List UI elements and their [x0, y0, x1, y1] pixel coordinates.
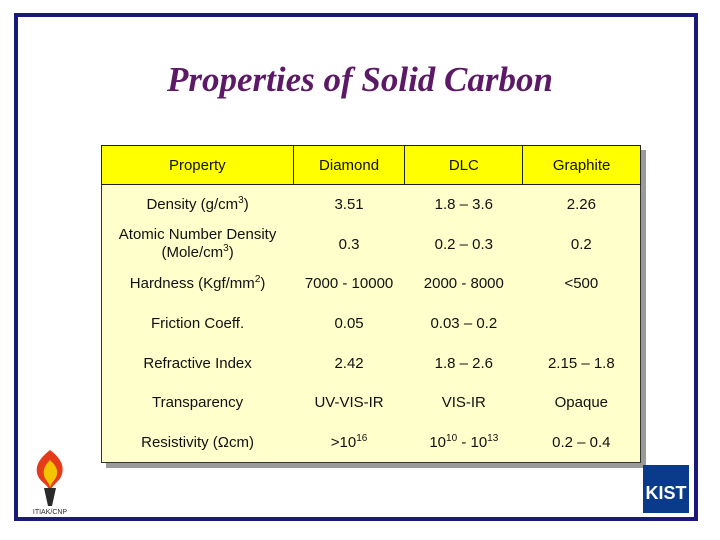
torch-logo-icon [24, 448, 76, 516]
property-cell: Density $(g/cm^3)$ [146, 195, 249, 214]
graphite-cell: Opaque [554, 394, 609, 412]
dlc-cell: 2000 - 8000 [423, 275, 504, 293]
property-cell: Atomic Number Density $(Mole/cm^3)$ [118, 226, 277, 262]
slide-title: Properties of Solid Carbon [166, 60, 553, 99]
property-cell: Transparency [151, 394, 244, 412]
property-cell: Hardness $(Kgf/mm^2)$ [129, 274, 266, 293]
graphite-cell: 0.2 [570, 235, 592, 253]
torch-handle-icon [44, 488, 56, 506]
table-header-row [102, 146, 641, 185]
table-row [102, 185, 641, 225]
right-logo-text: KIST [645, 483, 687, 503]
graphite-cell: 2.15 – 1.8 [547, 354, 615, 372]
diamond-cell: 3.51 [334, 196, 364, 214]
table-row [102, 304, 641, 344]
graphite-cell: 2.26 [566, 196, 596, 214]
table-row [102, 225, 641, 265]
header-dlc: DLC [405, 146, 523, 185]
diamond-cell: UV-VIS-IR [314, 394, 384, 412]
dlc-cell: VIS-IR [441, 394, 486, 412]
dlc-cell: 1.8 – 2.6 [434, 354, 494, 372]
property-cell: Friction Coeff. [151, 314, 245, 332]
graphite-cell [523, 304, 641, 344]
property-cell: Resistivity (Ωcm) [141, 433, 254, 451]
table-row [102, 264, 641, 304]
header-property: Property [102, 146, 294, 185]
kist-logo-icon [643, 465, 689, 513]
dlc-cell: 0.2 – 0.3 [434, 235, 494, 253]
header-graphite: Graphite [523, 146, 641, 185]
diamond-cell: 2.42 [334, 354, 364, 372]
table-row [102, 422, 641, 462]
left-logo-text: ITIAK/CNP [32, 509, 68, 516]
diamond-cell: $>10^{16}$ [330, 432, 368, 451]
properties-table [101, 145, 641, 463]
diamond-cell: 0.3 [338, 235, 360, 253]
table-row [102, 383, 641, 423]
dlc-cell: $10^{10} - 10^{13}$ [429, 432, 499, 451]
graphite-cell: <500 [564, 275, 599, 293]
table-row [102, 343, 641, 383]
dlc-cell: 1.8 – 3.6 [434, 196, 494, 214]
dlc-cell: 0.03 – 0.2 [430, 314, 498, 332]
diamond-cell: 7000 - 10000 [304, 275, 394, 293]
graphite-cell: 0.2 – 0.4 [552, 433, 611, 451]
diamond-cell: 0.05 [334, 314, 364, 332]
header-diamond: Diamond [293, 146, 405, 185]
property-cell: Refractive Index [143, 354, 252, 372]
